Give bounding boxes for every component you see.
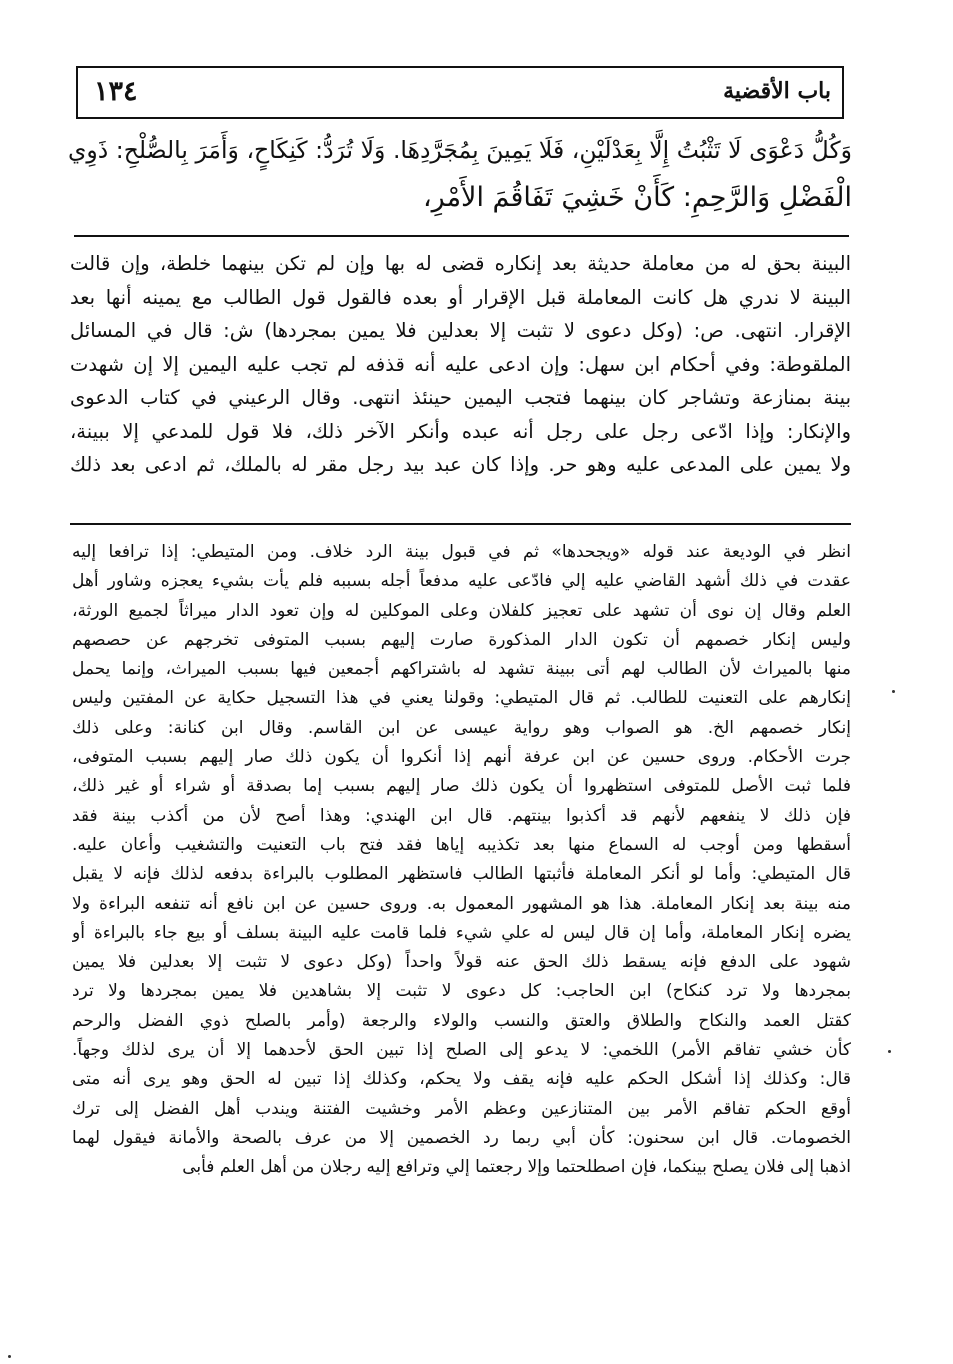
commentary-text-block [70, 247, 851, 515]
matn-line: وَكُلُّ دَعْوَى لَا تَثْبُتُ إِلَّا بِعَدْلَيْنِ، فَلَا يَمِينَ بِمُجَرَّدِهَا. وَلَا تُرَدُّ: كَنِكَاحٍ، وَأَمَرَ بِالصُّلْحِ: ذَوِي [68, 136, 852, 164]
footnote-line: أسقطها ومن أوجب له السماع منها بعد تكذيبه إياها فقد فتح باب التعنيت والتشغيب وأعان عليه. [72, 834, 851, 855]
footnote-line: إنكارهم على التعنيت للطالب. ثم قال المتيطي: وقولنا يعني في هذا التسجيل حكاية عن المفتين وليس [72, 688, 851, 709]
footnote-line: قال: وكذلك إذا أشكل الحكم عليه فإنه يقف ولا يحكم، وكذلك إذا تبين له الحق وهو يرى أنه متى [72, 1069, 851, 1090]
commentary-line: البينة لا ندري هل كانت المعاملة قبل الإقرار أو بعده فالقول قول الطالب مع يمينه أنها بعد [70, 285, 851, 309]
footnote-line: كأن خشي تفاقم الأمر) اللخمي: لا يدعو إلى الصلح إذا تبين الحق لأحدهما إلا أن يرى لذلك وجهاً. [72, 1040, 851, 1061]
chapter-title: باب الأقضية [723, 78, 831, 104]
page-number: ١٣٤ [94, 76, 138, 107]
footnote-line: جرت الأحكام. وروى حسين عن ابن عرفة أنهم إذا أنكروا أن يكون ذلك صار إليهم بسبب المتوفى، [72, 747, 851, 768]
footnote-line: اذهبا إلى فلان يصلح بينكما، فإن اصطلحتما وإلا رجعتما إلي وترافع إليه رجلان من أهل العلم فأبى [182, 1157, 851, 1178]
footnote-line: شهود على الدفع فإنه يسقط ذلك الحق عنه قولاً واحداً (وكل دعوى لا تثبت إلا بعدلين فلا يمين [72, 952, 851, 973]
scan-speck [888, 1050, 891, 1053]
commentary-line: البينة بحق له من معاملة حديثة بعد إنكاره قضى له بها وإن لم تكن بينهما خلطة، وإن قالت [70, 252, 851, 275]
matn-line: الْفَضْلِ وَالرَّحِمِ: كَأَنْ خَشِيَ تَفَاقُمَ الأَمْرِ، [422, 182, 852, 213]
footnote-text-block [72, 538, 851, 1328]
footnote-line: فلما ثبت الأصل للمتوفى استظهروا أن يكون ذلك صار إليهم بسبب إما بصدقة أو شراء أو غير ذلك، [72, 776, 851, 797]
footnote-line: وليس إنكار خصمهم أن تكون الدار المذكورة صارت إليهم بسبب المتوفى تخرجهم عن حصصهم [72, 629, 851, 650]
footnote-line: العلم وقال إن نوى أن تشهد على تعجيز كلفلان وعلى الموكلين له وإن تعود الدار ميراثاً لجميع الورثة، [72, 600, 851, 621]
matn-text-block [68, 126, 852, 236]
commentary-line: الملقوطة: وفي أحكام ابن سهل: وإن ادعى عليه أنه قذفه لم تجب عليه اليمين إلا إن شهدت [70, 352, 851, 376]
footnote-line: منها بالميراث لأن الطالب لهم أتى ببينة تشهد له باشتراكهم أجمعين فيها بسبب الميراث، وإنما يحمل [72, 659, 851, 680]
commentary-line: الإقرار. انتهى. ص: (وكل دعوى لا تثبت إلا بعدلين فلا يمين بمجردها) ش: قال في المسائل [70, 319, 851, 342]
matn-divider [74, 235, 849, 237]
footnote-line: عقدت في ذلك أشهد القاضي عليه إلي فادّعى عليه مدفعاً أجله بسببه فلم يأت بشيء يعجزه وشاور أهل [72, 571, 851, 592]
scan-speck [8, 1355, 11, 1358]
footnote-line: الخصومات. قال ابن سحنون: كأن أبي ربما رد الخصمين إلا من عرف بالصحة والأمانة فيقول لهما [72, 1127, 851, 1148]
footnote-line: إنكار خصمهم الخ. هو الصواب وهو رواية عيسى عن ابن القاسم. وقال ابن كنانة: وعلى ذلك [72, 717, 851, 738]
commentary-line: ولا يمين على المدعى عليه وهو حر. وإذا كان عبد بيد رجل مقر له بالملك، ثم ادعى بعد ذلك [70, 453, 851, 476]
footnote-line: انظر في الوديعة عند قوله «ويجحدها» ثم في قبول بينة الرد خلاف. ومن المتيطي: إذا ترافعا إليه [72, 542, 851, 562]
scan-speck [892, 690, 895, 693]
footnote-divider [70, 523, 851, 525]
commentary-line: والإنكار: وإذا ادّعى رجل على رجل أنه عبده وأنكر الآخر ذلك، فلا قول للمدعي إلا ببينة، [70, 419, 851, 443]
footnote-line: بمجردها ولا ترد كنكاح) ابن الحاجب: كل دعوى لا تثبت إلا بشاهدين فلا يمين بمجردها ولا ترد [72, 981, 851, 1002]
footnote-line: أوقع الحكم تفاقم الأمر بين المتنازعين وعظم الأمر وخشيت الفتنة ويندب أهل الفضل إلى ترك [72, 1098, 851, 1119]
footnote-line: منه بينة بعد إنكار المعاملة. هذا هو المشهور المعمول به. وروى حسين عن ابن نافع أنه تنفعه البراءة ولا [72, 893, 851, 914]
footnote-line: كقتل العمد والنكاح والطلاق والعتق والنسب والولاء والرجعة (وأمر بالصلح ذوي الفضل والرحم [72, 1010, 851, 1031]
commentary-line: بينة بمنازعة وتشاجر كان بينهما فتجب اليمين حينئذ انتهى. وقال الرعيني في كتاب الدعوى [70, 386, 851, 409]
footnote-line: فإن ذلك لا ينفعهم لأنهم قد أكذبوا بينتهم. قال ابن الهندي: وهذا أصح لأن من أكذب بينة فقد [72, 805, 851, 826]
footnote-line: قال المتيطي: وأما لو أنكر المعاملة فأثبتها الطالب فاستظهر المطلوب بالبراءة بدفعه لذلك فإنه لا يقبل [72, 864, 851, 885]
footnote-line: يضره إنكار المعاملة، وأما إن قال ليس له علي شيء فلما قامت عليه البينة بسلف أو بيع جاء بالبراءة أو [72, 922, 851, 943]
